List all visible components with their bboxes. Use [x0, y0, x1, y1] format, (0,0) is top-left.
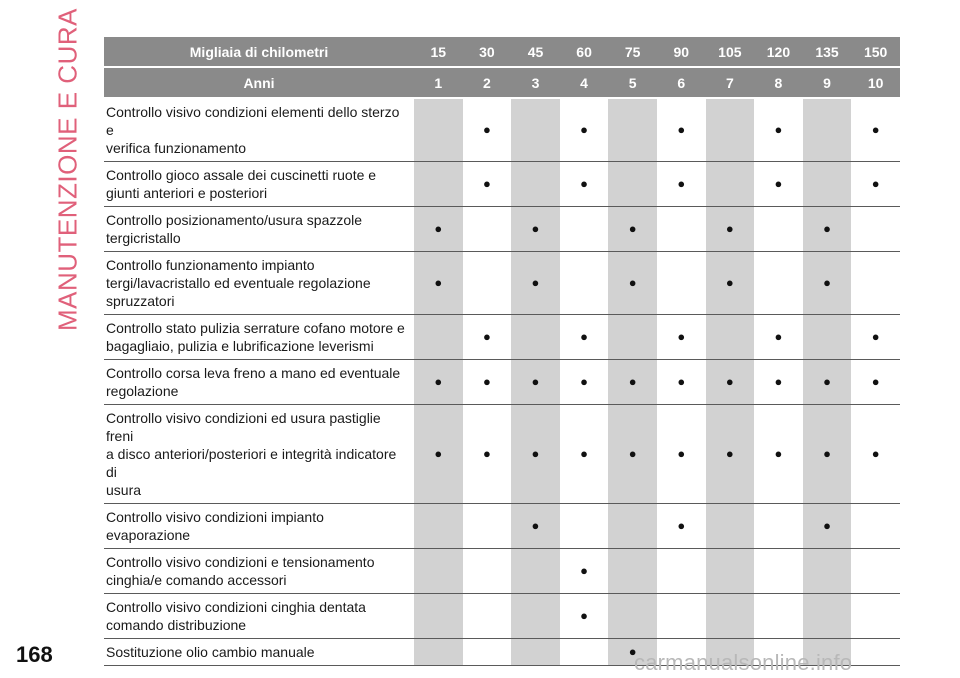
table-row [104, 162, 900, 207]
schedule-cell [851, 207, 900, 252]
header-row-years [104, 68, 900, 99]
check-dot-icon: ● [531, 374, 540, 389]
schedule-cell [803, 207, 852, 252]
check-dot-icon: ● [628, 221, 637, 236]
schedule-cell [511, 99, 560, 162]
schedule-cell [608, 405, 657, 504]
schedule-cell [803, 162, 852, 207]
operation-description [104, 504, 414, 549]
schedule-cell [851, 99, 900, 162]
schedule-cell [560, 207, 609, 252]
check-dot-icon: ● [628, 275, 637, 290]
check-dot-icon: ● [628, 374, 637, 389]
header-value: 7 [706, 68, 755, 99]
schedule-cell [706, 549, 755, 594]
schedule-cell [754, 594, 803, 639]
check-dot-icon: ● [774, 446, 783, 461]
check-dot-icon: ● [725, 275, 734, 290]
schedule-cell [657, 405, 706, 504]
description-line: verifica funzionamento [106, 140, 247, 156]
check-dot-icon: ● [725, 446, 734, 461]
schedule-cell [851, 252, 900, 315]
check-dot-icon: ● [774, 176, 783, 191]
page-number: 168 [16, 642, 53, 667]
header-row-kilometers [104, 37, 900, 68]
check-dot-icon: ● [531, 446, 540, 461]
check-dot-icon: ● [482, 446, 491, 461]
description-line: Controllo visivo condizioni e tensionamento [106, 554, 375, 570]
header-value: 5 [608, 68, 657, 99]
check-dot-icon: ● [482, 374, 491, 389]
schedule-cell [851, 360, 900, 405]
schedule-cell [706, 162, 755, 207]
header-value: 3 [511, 68, 560, 99]
operation-description [104, 594, 414, 639]
schedule-cell [511, 315, 560, 360]
schedule-cell [851, 594, 900, 639]
check-dot-icon: ● [871, 446, 880, 461]
check-dot-icon: ● [677, 176, 686, 191]
schedule-cell [463, 360, 512, 405]
schedule-cell [754, 504, 803, 549]
check-dot-icon: ● [774, 122, 783, 137]
operation-description [104, 360, 414, 405]
schedule-cell [560, 405, 609, 504]
section-title: MANUTENZIONE E CURA [52, 8, 83, 332]
schedule-cell [414, 504, 463, 549]
check-dot-icon: ● [580, 563, 588, 578]
schedule-cell [560, 99, 609, 162]
schedule-cell [803, 315, 852, 360]
operation-description [104, 162, 414, 207]
operation-description [104, 207, 414, 252]
check-dot-icon: ● [628, 446, 637, 461]
schedule-cell [560, 549, 609, 594]
header-value: 30 [463, 37, 512, 68]
schedule-cell [851, 315, 900, 360]
description-line: comando distribuzione [106, 617, 247, 633]
description-line: a disco anteriori/posteriori e integrità indicatore di [106, 446, 397, 480]
operation-description [104, 99, 414, 162]
schedule-cell [657, 504, 706, 549]
schedule-cell [803, 504, 852, 549]
header-value: 45 [511, 37, 560, 68]
schedule-cell [414, 162, 463, 207]
operation-description [104, 405, 414, 504]
schedule-cell [754, 207, 803, 252]
check-dot-icon: ● [434, 275, 443, 290]
check-dot-icon: ● [823, 221, 831, 236]
header-label: Migliaia di chilometri [104, 37, 414, 68]
table-row [104, 405, 900, 504]
schedule-cell [706, 405, 755, 504]
check-dot-icon: ● [871, 374, 880, 389]
operation-description [104, 639, 414, 666]
schedule-cell [657, 207, 706, 252]
schedule-cell [803, 99, 852, 162]
header-value: 105 [706, 37, 755, 68]
schedule-cell [511, 252, 560, 315]
header-value: 150 [851, 37, 900, 68]
check-dot-icon: ● [871, 122, 880, 137]
schedule-cell [511, 360, 560, 405]
description-line: Controllo funzionamento impianto [106, 257, 315, 273]
description-line: Controllo stato pulizia serrature cofano motore e [106, 320, 405, 336]
schedule-cell [608, 252, 657, 315]
check-dot-icon: ● [580, 446, 588, 461]
schedule-cell [511, 639, 560, 666]
schedule-cell [608, 360, 657, 405]
description-line: Controllo posizionamento/usura spazzole [106, 212, 363, 228]
schedule-cell [414, 594, 463, 639]
check-dot-icon: ● [677, 518, 686, 533]
schedule-cell [657, 315, 706, 360]
operation-description [104, 252, 414, 315]
check-dot-icon: ● [774, 329, 783, 344]
check-dot-icon: ● [580, 374, 588, 389]
schedule-cell [414, 207, 463, 252]
schedule-cell [560, 252, 609, 315]
schedule-cell [560, 162, 609, 207]
check-dot-icon: ● [482, 329, 491, 344]
schedule-cell [754, 360, 803, 405]
check-dot-icon: ● [677, 122, 686, 137]
description-line: tergicristallo [106, 230, 181, 246]
check-dot-icon: ● [580, 176, 588, 191]
table-row [104, 360, 900, 405]
check-dot-icon: ● [531, 221, 540, 236]
schedule-cell [608, 315, 657, 360]
header-value: 60 [560, 37, 609, 68]
schedule-cell [414, 360, 463, 405]
check-dot-icon: ● [725, 221, 734, 236]
schedule-cell [511, 594, 560, 639]
schedule-cell [511, 162, 560, 207]
check-dot-icon: ● [580, 608, 588, 623]
check-dot-icon: ● [823, 275, 831, 290]
schedule-cell [414, 549, 463, 594]
header-value: 1 [414, 68, 463, 99]
description-line: Controllo visivo condizioni cinghia dentata [106, 599, 366, 615]
schedule-cell [657, 252, 706, 315]
schedule-cell [608, 207, 657, 252]
operation-description [104, 315, 414, 360]
maintenance-schedule-table [104, 37, 900, 666]
header-value: 120 [754, 37, 803, 68]
schedule-cell [803, 252, 852, 315]
schedule-cell [851, 504, 900, 549]
schedule-cell [463, 504, 512, 549]
schedule-cell [754, 315, 803, 360]
schedule-cell [511, 549, 560, 594]
schedule-cell [463, 594, 512, 639]
schedule-cell [560, 594, 609, 639]
table-row [104, 504, 900, 549]
schedule-cell [657, 594, 706, 639]
description-line: bagagliaio, pulizia e lubrificazione leverismi [106, 338, 374, 354]
schedule-cell [608, 162, 657, 207]
table-row [104, 549, 900, 594]
header-value: 15 [414, 37, 463, 68]
description-line: Controllo gioco assale dei cuscinetti ruote e [106, 167, 377, 183]
check-dot-icon: ● [580, 329, 588, 344]
schedule-cell [414, 99, 463, 162]
schedule-cell [657, 360, 706, 405]
check-dot-icon: ● [434, 374, 443, 389]
schedule-cell [414, 315, 463, 360]
header-value: 90 [657, 37, 706, 68]
header-value: 10 [851, 68, 900, 99]
schedule-cell [463, 639, 512, 666]
watermark: carmanualsonline.info [634, 650, 853, 675]
table-row [104, 315, 900, 360]
check-dot-icon: ● [677, 329, 686, 344]
check-dot-icon: ● [823, 518, 831, 533]
description-line: spruzzatori [106, 293, 175, 309]
check-dot-icon: ● [871, 329, 880, 344]
check-dot-icon: ● [677, 374, 686, 389]
description-line: Controllo visivo condizioni impianto evaporazione [106, 509, 324, 543]
schedule-cell [754, 405, 803, 504]
schedule-cell [851, 639, 900, 666]
header-value: 135 [803, 37, 852, 68]
schedule-cell [414, 405, 463, 504]
schedule-cell [706, 315, 755, 360]
table-row [104, 252, 900, 315]
header-value: 9 [803, 68, 852, 99]
schedule-cell [803, 594, 852, 639]
check-dot-icon: ● [823, 446, 831, 461]
schedule-cell [657, 549, 706, 594]
header-value: 8 [754, 68, 803, 99]
description-line: tergi/lavacristallo ed eventuale regolazione [106, 275, 371, 291]
schedule-cell [657, 99, 706, 162]
description-line: Controllo visivo condizioni ed usura pastiglie freni [106, 410, 381, 444]
schedule-cell [706, 360, 755, 405]
check-dot-icon: ● [628, 644, 637, 659]
schedule-cell [560, 504, 609, 549]
check-dot-icon: ● [531, 518, 540, 533]
schedule-cell [560, 360, 609, 405]
schedule-cell [706, 594, 755, 639]
schedule-cell [463, 207, 512, 252]
schedule-cell [608, 594, 657, 639]
check-dot-icon: ● [434, 446, 443, 461]
schedule-cell [463, 549, 512, 594]
schedule-cell [608, 549, 657, 594]
operation-description [104, 549, 414, 594]
schedule-cell [754, 252, 803, 315]
schedule-cell [511, 504, 560, 549]
check-dot-icon: ● [531, 275, 540, 290]
check-dot-icon: ● [774, 374, 783, 389]
description-line: Sostituzione olio cambio manuale [106, 644, 315, 660]
schedule-cell [414, 639, 463, 666]
schedule-cell [560, 639, 609, 666]
check-dot-icon: ● [482, 176, 491, 191]
schedule-cell [463, 315, 512, 360]
schedule-cell [463, 252, 512, 315]
schedule-cell [851, 162, 900, 207]
schedule-cell [657, 162, 706, 207]
schedule-cell [851, 549, 900, 594]
header-label: Anni [104, 68, 414, 99]
schedule-cell [414, 252, 463, 315]
description-line: usura [106, 482, 142, 498]
schedule-cell [706, 207, 755, 252]
schedule-cell [803, 549, 852, 594]
check-dot-icon: ● [871, 176, 880, 191]
schedule-cell [706, 99, 755, 162]
schedule-cell [754, 549, 803, 594]
schedule-cell [803, 405, 852, 504]
description-line: Controllo corsa leva freno a mano ed eventuale [106, 365, 401, 381]
description-line: Controllo visivo condizioni elementi dello sterzo e [106, 104, 400, 138]
description-line: regolazione [106, 383, 179, 399]
table-row [104, 594, 900, 639]
header-value: 2 [463, 68, 512, 99]
check-dot-icon: ● [434, 221, 443, 236]
schedule-cell [511, 405, 560, 504]
schedule-cell [608, 99, 657, 162]
schedule-cell [754, 99, 803, 162]
check-dot-icon: ● [580, 122, 588, 137]
check-dot-icon: ● [823, 374, 831, 389]
schedule-cell [463, 162, 512, 207]
table-row [104, 207, 900, 252]
header-value: 4 [560, 68, 609, 99]
schedule-cell [560, 315, 609, 360]
schedule-cell [463, 99, 512, 162]
schedule-cell [803, 360, 852, 405]
schedule-cell [754, 162, 803, 207]
schedule-cell [851, 405, 900, 504]
schedule-cell [706, 504, 755, 549]
description-line: giunti anteriori e posteriori [106, 185, 268, 201]
check-dot-icon: ● [677, 446, 686, 461]
check-dot-icon: ● [725, 374, 734, 389]
schedule-cell [706, 252, 755, 315]
description-line: cinghia/e comando accessori [106, 572, 287, 588]
schedule-cell [463, 405, 512, 504]
header-value: 6 [657, 68, 706, 99]
table-row [104, 99, 900, 162]
schedule-cell [608, 504, 657, 549]
schedule-cell [511, 207, 560, 252]
check-dot-icon: ● [482, 122, 491, 137]
header-value: 75 [608, 37, 657, 68]
